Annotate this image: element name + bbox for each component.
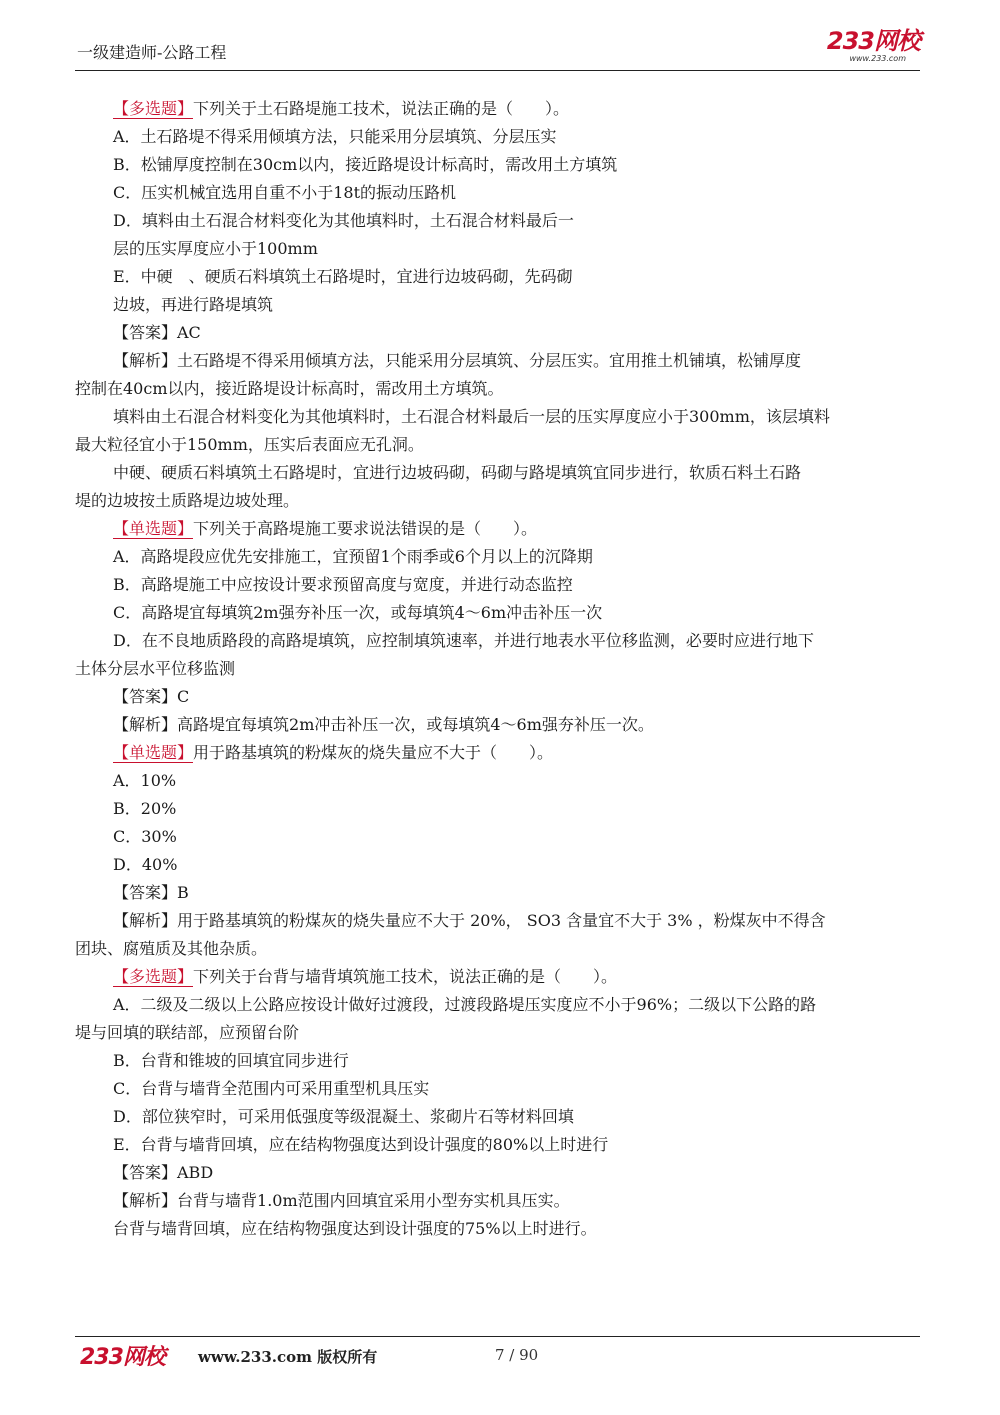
question-type-tag: 【单选题】: [113, 519, 194, 538]
question-text: 下列关于台背与墙背填筑施工技术，说法正确的是（ ）。: [193, 967, 618, 986]
option-b: B．松铺厚度控制在30cm以内，接近路堤设计标高时，需改用土方填筑: [113, 155, 618, 174]
explanation-line: 填料由土石混合材料变化为其他填料时，土石混合材料最后一层的压实厚度应小于300mm，该层填料: [113, 407, 830, 426]
header-divider: [75, 70, 920, 71]
brand-logo: [827, 28, 920, 63]
explanation-line: [75, 711, 920, 739]
option-d: D．部位狭窄时，可采用低强度等级混凝土、浆砌片石等材料回填: [113, 1107, 574, 1126]
question-stem: [75, 95, 920, 123]
page-number: 7 / 90: [495, 1346, 539, 1364]
header-title: 一级建造师-公路工程: [77, 43, 227, 62]
explanation-line: 团块、腐殖质及其他杂质。: [75, 939, 268, 958]
question-text: 用于路基填筑的粉煤灰的烧失量应不大于（ ）。: [193, 743, 554, 762]
option-c: C．压实机械宜选用自重不小于18t的振动压路机: [113, 183, 457, 202]
explanation-text: 高路堤宜每填筑2m冲击补压一次，或每填筑4～6m强夯补压一次。: [177, 715, 654, 734]
question-type-tag: 【多选题】: [113, 99, 194, 118]
answer-line: 【答案】ABD: [113, 1163, 214, 1182]
explanation-line: 控制在40cm以内，接近路堤设计标高时，需改用土方填筑。: [75, 379, 504, 398]
explanation-label: 【解析】: [113, 715, 178, 734]
option-b: B．高路堤施工中应按设计要求预留高度与宽度，并进行动态监控: [113, 575, 573, 594]
option-c: C．30%: [113, 827, 177, 846]
footer-copyright: www.233.com 版权所有: [198, 1348, 378, 1366]
explanation-line: 堤的边坡按土质路堤边坡处理。: [75, 491, 300, 510]
option-a: A．二级及二级以上公路应按设计做好过渡段，过渡段路堤压实度应不小于96%；二级以下公路的路: [113, 995, 817, 1014]
footer-divider: [75, 1336, 920, 1337]
logo-text: 233网校: [826, 27, 920, 55]
option-d-continued: 层的压实厚度应小于100mm: [113, 239, 318, 258]
page-footer: [80, 1340, 920, 1370]
option-a: A．土石路堤不得采用倾填方法，只能采用分层填筑、分层压实: [113, 127, 557, 146]
option-e: E．台背与墙背回填，应在结构物强度达到设计强度的80%以上时进行: [113, 1135, 609, 1154]
option-d-continued: 土体分层水平位移监测: [75, 659, 236, 678]
answer-line: 【答案】C: [113, 687, 190, 706]
document-body: [75, 95, 920, 1243]
footer-logo: 233网校: [80, 1345, 165, 1370]
question-type-tag: 【多选题】: [113, 967, 194, 986]
question-stem: [75, 963, 920, 991]
question-text: 下列关于土石路堤施工技术，说法正确的是（ ）。: [193, 99, 570, 118]
explanation-label: 【解析】: [113, 911, 178, 930]
option-c: C．高路堤宜每填筑2m强夯补压一次，或每填筑4～6m冲击补压一次: [113, 603, 603, 622]
question-type-tag: 【单选题】: [113, 743, 194, 762]
option-a-continued: 堤与回填的联结部，应预留台阶: [75, 1023, 300, 1042]
option-e-continued: 边坡，再进行路堤填筑: [113, 295, 274, 314]
option-a: A．10%: [113, 771, 177, 790]
option-b: B．20%: [113, 799, 177, 818]
option-d: D．40%: [113, 855, 178, 874]
explanation-line: 台背与墙背回填，应在结构物强度达到设计强度的75%以上时进行。: [113, 1219, 597, 1238]
logo-url: www.233.com: [849, 54, 906, 63]
option-b: B．台背和锥坡的回填宜同步进行: [113, 1051, 349, 1070]
explanation-label: 【解析】: [113, 351, 178, 370]
answer-line: 【答案】AC: [113, 323, 201, 342]
explanation-text: 用于路基填筑的粉煤灰的烧失量应不大于 20%， SO3 含量宜不大于 3% ，粉煤灰中不得含: [177, 911, 826, 930]
option-c: C．台背与墙背全范围内可采用重型机具压实: [113, 1079, 430, 1098]
explanation-text: 土石路堤不得采用倾填方法，只能采用分层填筑、分层压实。宜用推土机铺填，松铺厚度: [177, 351, 802, 370]
question-stem: [75, 515, 920, 543]
explanation-text: 台背与墙背1.0m范围内回填宜采用小型夯实机具压实。: [177, 1191, 570, 1210]
option-e: E．中硬 、硬质石料填筑土石路堤时，宜进行边坡码砌，先码砌: [113, 267, 573, 286]
question-text: 下列关于高路堤施工要求说法错误的是（ ）。: [193, 519, 538, 538]
option-d: D．在不良地质路段的高路堤填筑，应控制填筑速率，并进行地表水平位移监测，必要时应进行地下: [113, 631, 814, 650]
answer-line: 【答案】B: [113, 883, 189, 902]
explanation-line: [75, 907, 920, 935]
question-stem: [75, 739, 920, 767]
page-header: [75, 28, 920, 68]
explanation-line: 最大粒径宜小于150mm，压实后表面应无孔洞。: [75, 435, 424, 454]
explanation-line: 中硬、硬质石料填筑土石路堤时，宜进行边坡码砌，码砌与路堤填筑宜同步进行，软质石料土石路: [113, 463, 802, 482]
explanation-label: 【解析】: [113, 1191, 178, 1210]
explanation-line: [75, 1187, 920, 1215]
option-d: D．填料由土石混合材料变化为其他填料时，土石混合材料最后一: [113, 211, 574, 230]
option-a: A．高路堤段应优先安排施工，宜预留1个雨季或6个月以上的沉降期: [113, 547, 593, 566]
explanation-line: [75, 347, 920, 375]
